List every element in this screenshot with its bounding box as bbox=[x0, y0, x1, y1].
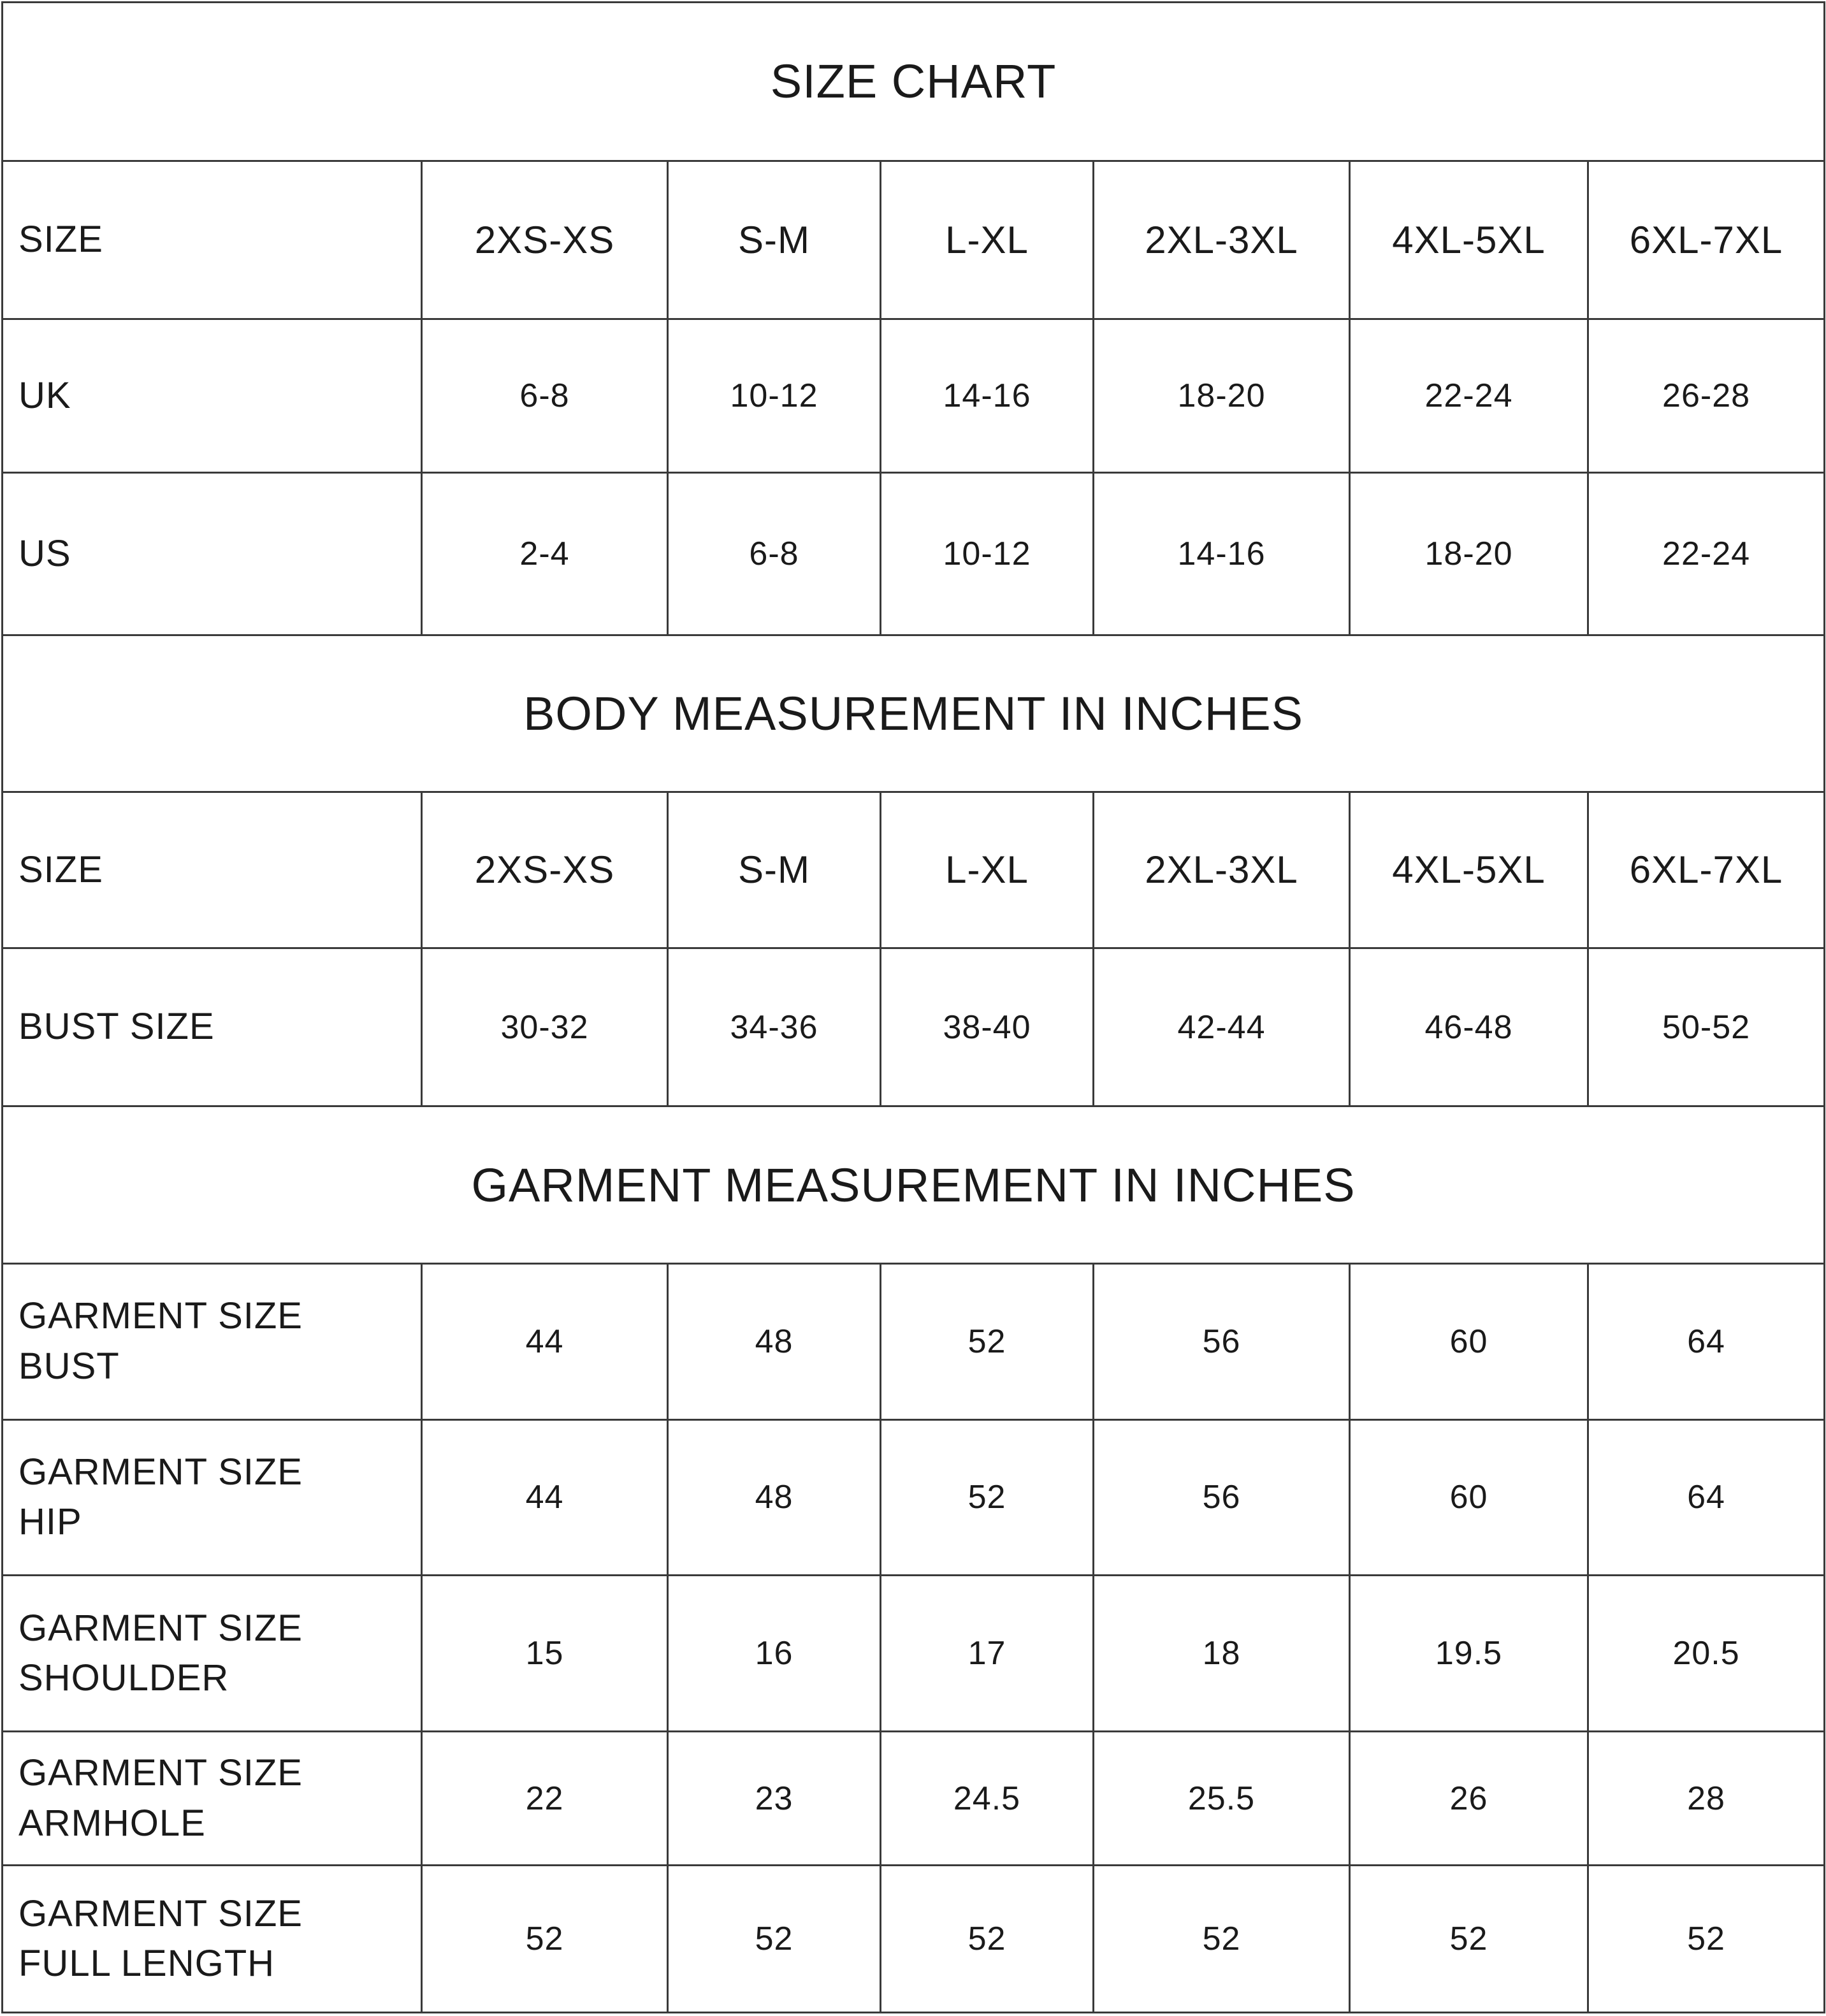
size-label: SIZE bbox=[3, 161, 422, 319]
us-label: US bbox=[3, 472, 422, 635]
garment-measurement-title-row bbox=[3, 1106, 1825, 1264]
garment-bust-value: 44 bbox=[422, 1263, 668, 1419]
bust-size-value: 30-32 bbox=[422, 948, 668, 1106]
table-row bbox=[3, 1419, 1825, 1576]
garment-shoulder-value: 18 bbox=[1094, 1576, 1350, 1732]
garment-full-length-value: 52 bbox=[422, 1866, 668, 2013]
garment-full-length-value: 52 bbox=[668, 1866, 881, 2013]
us-value: 14-16 bbox=[1094, 472, 1350, 635]
uk-value: 10-12 bbox=[668, 319, 881, 473]
bust-size-value: 42-44 bbox=[1094, 948, 1350, 1106]
body-size-header-cell: S-M bbox=[668, 792, 881, 948]
table-row bbox=[3, 948, 1825, 1106]
body-size-header-cell: 6XL-7XL bbox=[1588, 792, 1825, 948]
us-value: 18-20 bbox=[1350, 472, 1588, 635]
garment-hip-label bbox=[3, 1419, 422, 1576]
garment-hip-value: 48 bbox=[668, 1419, 881, 1576]
uk-value: 6-8 bbox=[422, 319, 668, 473]
garment-label-line1: GARMENT SIZE bbox=[18, 1451, 303, 1493]
size-chart-title: SIZE CHART bbox=[3, 3, 1825, 161]
bust-size-value: 38-40 bbox=[881, 948, 1094, 1106]
garment-hip-value: 52 bbox=[881, 1419, 1094, 1576]
body-measurement-title-row bbox=[3, 635, 1825, 792]
garment-armhole-label bbox=[3, 1731, 422, 1866]
garment-shoulder-value: 17 bbox=[881, 1576, 1094, 1732]
uk-label: UK bbox=[3, 319, 422, 473]
garment-full-length-value: 52 bbox=[1350, 1866, 1588, 2013]
garment-bust-value: 52 bbox=[881, 1263, 1094, 1419]
garment-armhole-value: 23 bbox=[668, 1731, 881, 1866]
bust-size-value: 46-48 bbox=[1350, 948, 1588, 1106]
garment-armhole-value: 22 bbox=[422, 1731, 668, 1866]
size-header-cell: S-M bbox=[668, 161, 881, 319]
size-chart-table bbox=[1, 1, 1825, 2013]
us-value: 6-8 bbox=[668, 472, 881, 635]
garment-shoulder-value: 15 bbox=[422, 1576, 668, 1732]
garment-armhole-value: 24.5 bbox=[881, 1731, 1094, 1866]
garment-bust-value: 48 bbox=[668, 1263, 881, 1419]
garment-bust-value: 56 bbox=[1094, 1263, 1350, 1419]
body-size-header-row bbox=[3, 792, 1825, 948]
garment-measurement-title: GARMENT MEASUREMENT IN INCHES bbox=[3, 1106, 1825, 1264]
garment-hip-value: 56 bbox=[1094, 1419, 1350, 1576]
body-size-header-cell: 2XL-3XL bbox=[1094, 792, 1350, 948]
garment-bust-value: 64 bbox=[1588, 1263, 1825, 1419]
bust-size-value: 50-52 bbox=[1588, 948, 1825, 1106]
garment-hip-value: 44 bbox=[422, 1419, 668, 1576]
garment-label-line2: SHOULDER bbox=[18, 1657, 229, 1699]
us-value: 2-4 bbox=[422, 472, 668, 635]
size-header-cell: 6XL-7XL bbox=[1588, 161, 1825, 319]
garment-shoulder-value: 20.5 bbox=[1588, 1576, 1825, 1732]
garment-label-line2: HIP bbox=[18, 1501, 82, 1543]
garment-armhole-value: 26 bbox=[1350, 1731, 1588, 1866]
size-header-row bbox=[3, 161, 1825, 319]
garment-armhole-value: 28 bbox=[1588, 1731, 1825, 1866]
bust-size-value: 34-36 bbox=[668, 948, 881, 1106]
size-header-cell: L-XL bbox=[881, 161, 1094, 319]
uk-value: 22-24 bbox=[1350, 319, 1588, 473]
garment-full-length-value: 52 bbox=[1094, 1866, 1350, 2013]
garment-label-line2: BUST bbox=[18, 1345, 120, 1387]
garment-shoulder-value: 19.5 bbox=[1350, 1576, 1588, 1732]
uk-value: 18-20 bbox=[1094, 319, 1350, 473]
table-row bbox=[3, 472, 1825, 635]
table-row bbox=[3, 319, 1825, 473]
garment-label-line1: GARMENT SIZE bbox=[18, 1892, 303, 1934]
garment-label-line1: GARMENT SIZE bbox=[18, 1295, 303, 1337]
garment-bust-value: 60 bbox=[1350, 1263, 1588, 1419]
garment-hip-value: 64 bbox=[1588, 1419, 1825, 1576]
size-chart-title-row bbox=[3, 3, 1825, 161]
body-size-header-cell: L-XL bbox=[881, 792, 1094, 948]
garment-label-line1: GARMENT SIZE bbox=[18, 1752, 303, 1794]
garment-shoulder-value: 16 bbox=[668, 1576, 881, 1732]
table-row bbox=[3, 1731, 1825, 1866]
garment-shoulder-label bbox=[3, 1576, 422, 1732]
uk-value: 26-28 bbox=[1588, 319, 1825, 473]
size-header-cell: 4XL-5XL bbox=[1350, 161, 1588, 319]
size-header-cell: 2XS-XS bbox=[422, 161, 668, 319]
us-value: 22-24 bbox=[1588, 472, 1825, 635]
table-row bbox=[3, 1263, 1825, 1419]
garment-full-length-label bbox=[3, 1866, 422, 2013]
body-size-header-cell: 4XL-5XL bbox=[1350, 792, 1588, 948]
body-measurement-title: BODY MEASUREMENT IN INCHES bbox=[3, 635, 1825, 792]
garment-hip-value: 60 bbox=[1350, 1419, 1588, 1576]
garment-full-length-value: 52 bbox=[1588, 1866, 1825, 2013]
table-row bbox=[3, 1576, 1825, 1732]
bust-size-label: BUST SIZE bbox=[3, 948, 422, 1106]
garment-bust-label bbox=[3, 1263, 422, 1419]
garment-label-line1: GARMENT SIZE bbox=[18, 1607, 303, 1649]
garment-full-length-value: 52 bbox=[881, 1866, 1094, 2013]
table-row bbox=[3, 1866, 1825, 2013]
body-size-label: SIZE bbox=[3, 792, 422, 948]
garment-label-line2: ARMHOLE bbox=[18, 1802, 206, 1844]
size-header-cell: 2XL-3XL bbox=[1094, 161, 1350, 319]
uk-value: 14-16 bbox=[881, 319, 1094, 473]
body-size-header-cell: 2XS-XS bbox=[422, 792, 668, 948]
garment-label-line2: FULL LENGTH bbox=[18, 1943, 275, 1985]
us-value: 10-12 bbox=[881, 472, 1094, 635]
garment-armhole-value: 25.5 bbox=[1094, 1731, 1350, 1866]
